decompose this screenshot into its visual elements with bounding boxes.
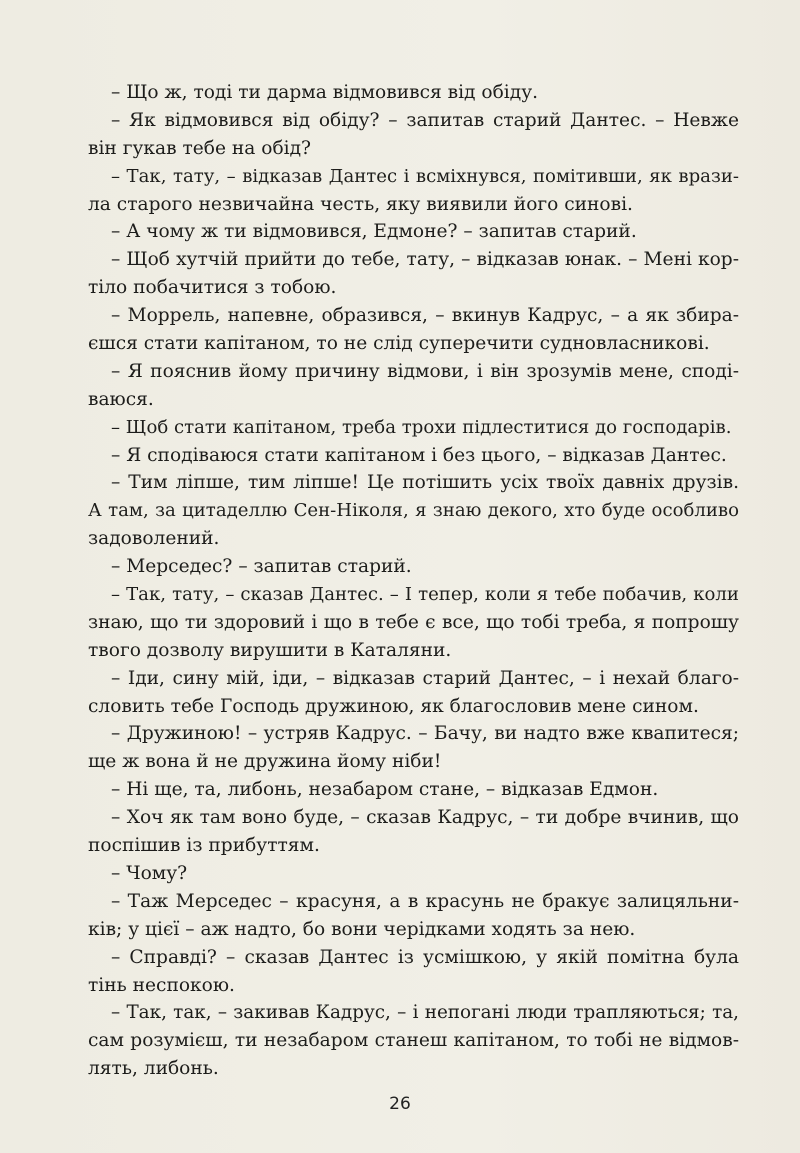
text-line: – Що ж, тоді ти дарма відмовився від обіду. <box>111 82 539 103</box>
text-line: він гукав тебе на обід? <box>88 137 312 159</box>
text-line: – Я сподіваюся стати капітаном і без цього, – відказав Дантес. <box>111 444 727 466</box>
text-line: задоволений. <box>88 528 220 550</box>
body-text <box>88 79 739 1083</box>
text-line: поспішив із прибуттям. <box>88 835 320 857</box>
text-line: А там, за цитаделлю Сен-Ніколя, я знаю декого, хто буде особливо <box>88 500 739 522</box>
text-line: – Так, тату, – сказав Дантес. – І тепер, коли я тебе побачив, коли <box>111 584 739 606</box>
text-line: – Хоч як там воно буде, – сказав Кадрус, – ти добре вчинив, що <box>111 807 739 829</box>
text-line: – Дружиною! – устряв Кадрус. – Бачу, ви надто вже квапитеся; <box>111 723 739 745</box>
text-line: твого дозволу вирушити в Каталяни. <box>88 639 452 661</box>
text-line: – Чому? <box>111 862 188 884</box>
text-line: тіло побачитися з тобою. <box>88 277 337 299</box>
text-line: ла старого незвичайна честь, яку виявили його синові. <box>88 193 633 215</box>
text-line: – А чому ж ти відмовився, Едмоне? – запитав старий. <box>111 221 637 243</box>
text-line: знаю, що ти здоровий і що в тебе є все, що тобі треба, я попрошу <box>88 611 739 633</box>
text-line: – Я пояснив йому причину відмови, і він зрозумів мене, сподi- <box>111 360 739 382</box>
text-line: – Щоб хутчій прийти до тебе, тату, – відказав юнак. – Мені кор- <box>111 249 739 271</box>
text-line: – Так, так, – закивав Кадрус, – і непогані люди трапляються; та, <box>111 1002 739 1024</box>
text-line: – Моррель, напевне, образився, – вкинув Кадрус, – а як збира- <box>111 305 739 327</box>
text-line: ків; у цієї – аж надто, бо вони черідками ходять за нею. <box>88 918 636 940</box>
text-line: – Щоб стати капітаном, треба трохи підлеститися до господарів. <box>111 416 732 438</box>
text-line: – Справді? – сказав Дантес із усмішкою, у якій помітна була <box>111 946 739 968</box>
text-line: – Іди, сину мій, іди, – відказав старий Дантес, – і нехай благо- <box>111 667 739 689</box>
text-line: – Як відмовився від обіду? – запитав старий Дантес. – Невже <box>111 109 739 131</box>
text-line: – Ні ще, та, либонь, незабаром стане, – відказав Едмон. <box>111 779 659 801</box>
text-line: – Так, тату, – відказав Дантес і всміхнувся, помітивши, як врази- <box>111 165 739 187</box>
text-line: тінь неспокою. <box>88 974 235 996</box>
text-line: – Тим ліпше, тим ліпше! Це потішить усіх твоїх давніх друзів. <box>111 472 739 494</box>
text-line: сам розумієш, ти незабаром станеш капітаном, то тобі не відмов- <box>88 1030 739 1052</box>
text-line: єшся стати капітаном, то не слід суперечити судновласникові. <box>88 333 710 355</box>
text-line: – Мерседес? – запитав старий. <box>111 556 412 578</box>
text-line: лять, либонь. <box>88 1058 219 1080</box>
text-line: ще ж вона й не дружина йому ніби! <box>88 751 442 773</box>
text-line: словить тебе Господь дружиною, як благословив мене сином. <box>88 695 699 717</box>
page-number: 26 <box>389 1094 411 1114</box>
text-line: ваюся. <box>88 388 154 410</box>
text-line: – Таж Мерседес – красуня, а в красунь не бракує залицяльни- <box>111 890 739 912</box>
